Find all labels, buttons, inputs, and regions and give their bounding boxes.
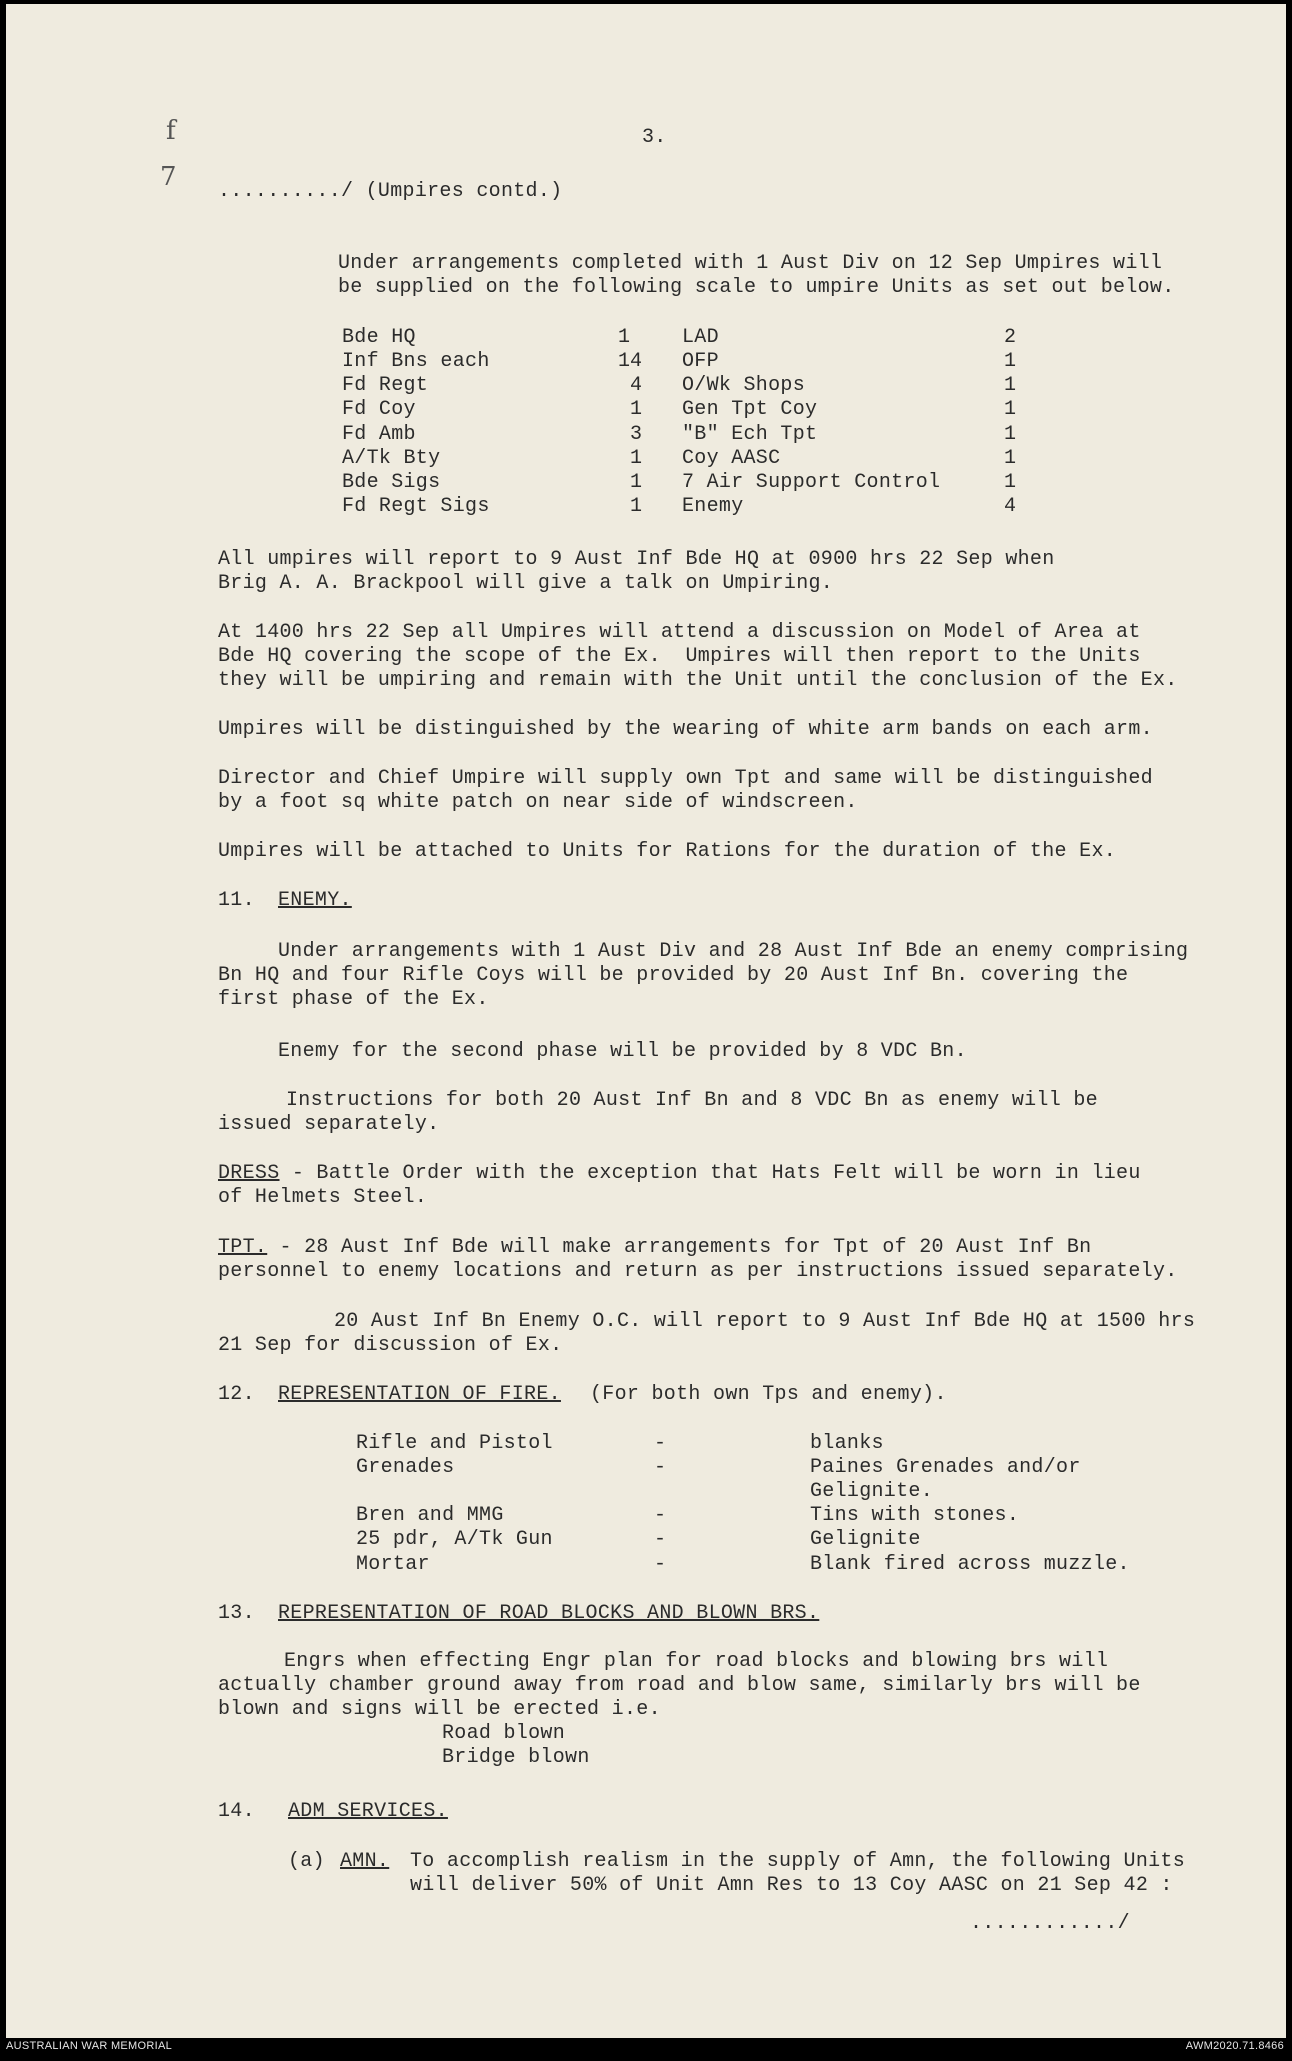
unit-name: Enemy — [682, 495, 744, 518]
method: Tins with stones. — [810, 1504, 1020, 1527]
unit-name: Gen Tpt Coy — [682, 398, 818, 421]
weapon: Bren and MMG — [356, 1504, 504, 1527]
unit-count: 1 — [630, 495, 643, 518]
method: Paines Grenades and/or — [810, 1456, 1081, 1479]
section-title: REPRESENTATION OF FIRE. — [278, 1383, 561, 1406]
paragraph-line: 21 Sep for discussion of Ex. — [218, 1334, 563, 1357]
method: Gelignite. — [810, 1480, 934, 1503]
section-number: 12. — [218, 1383, 255, 1406]
paragraph-line: At 1400 hrs 22 Sep all Umpires will attend a discussion on Model of Area at — [218, 621, 1141, 644]
unit-count: 1 — [1004, 447, 1017, 470]
paragraph-line: Under arrangements with 1 Aust Div and 28 Aust Inf Bde an enemy comprising — [278, 940, 1189, 963]
paragraph-line: of Helmets Steel. — [218, 1186, 428, 1209]
unit-count: 14 — [618, 350, 643, 373]
dress-text: - Battle Order with the exception that Hats Felt will be worn in lieu — [279, 1162, 1141, 1185]
paragraph-line: personnel to enemy locations and return as per instructions issued separately. — [218, 1260, 1178, 1283]
paragraph-line: 20 Aust Inf Bn Enemy O.C. will report to 9 Aust Inf Bde HQ at 1500 hrs — [334, 1310, 1196, 1333]
unit-name: Bde HQ — [342, 326, 416, 349]
paragraph-line: Bn HQ and four Rifle Coys will be provided by 20 Aust Inf Bn. covering the — [218, 964, 1129, 987]
subsection-title: AMN. — [340, 1850, 390, 1873]
section-title: ADM SERVICES. — [288, 1800, 448, 1823]
paragraph-line: actually chamber ground away from road and blow same, similarly brs will be — [218, 1674, 1141, 1697]
weapon: Rifle and Pistol — [356, 1432, 553, 1455]
unit-name: A/Tk Bty — [342, 447, 441, 470]
footer-left: AUSTRALIAN WAR MEMORIAL — [6, 2040, 173, 2052]
section-title: ENEMY. — [278, 889, 352, 912]
dress-line — [218, 1162, 1141, 1186]
unit-count: 2 — [1004, 326, 1017, 349]
weapon: Mortar — [356, 1553, 430, 1576]
unit-name: Bde Sigs — [342, 471, 441, 494]
paragraph-line: Enemy for the second phase will be provided by 8 VDC Bn. — [278, 1040, 967, 1063]
paragraph-line: will deliver 50% of Unit Amn Res to 13 Coy AASC on 21 Sep 42 : — [410, 1874, 1173, 1897]
unit-count: 1 — [1004, 374, 1017, 397]
unit-count: 3 — [630, 423, 643, 446]
paragraph-line: issued separately. — [218, 1113, 440, 1136]
unit-name: Inf Bns each — [342, 350, 490, 373]
unit-count: 1 — [630, 447, 643, 470]
paragraph-line: All umpires will report to 9 Aust Inf Bde HQ at 0900 hrs 22 Sep when — [218, 548, 1055, 571]
section-number: 11. — [218, 889, 255, 912]
unit-count: 4 — [1004, 495, 1017, 518]
paragraph-line: To accomplish realism in the supply of Amn, the following Units — [410, 1850, 1186, 1873]
tpt-label: TPT. — [218, 1236, 268, 1259]
paragraph-line: Umpires will be attached to Units for Rations for the duration of the Ex. — [218, 840, 1117, 863]
unit-name: 7 Air Support Control — [682, 471, 941, 494]
dash: - — [654, 1432, 667, 1455]
unit-count: 1 — [618, 326, 631, 349]
paragraph-line: Instructions for both 20 Aust Inf Bn and 8 VDC Bn as enemy will be — [286, 1089, 1098, 1112]
sign-text: Road blown — [442, 1722, 566, 1745]
unit-count: 1 — [1004, 423, 1017, 446]
unit-count: 1 — [630, 398, 643, 421]
method: Blank fired across muzzle. — [810, 1553, 1130, 1576]
method: Gelignite — [810, 1528, 921, 1551]
unit-name: Fd Coy — [342, 398, 416, 421]
paragraph-line: they will be umpiring and remain with the Unit until the conclusion of the Ex. — [218, 669, 1178, 692]
dash: - — [654, 1528, 667, 1551]
tpt-text: - 28 Aust Inf Bde will make arrangements for Tpt of 20 Aust Inf Bn — [267, 1236, 1092, 1259]
unit-name: O/Wk Shops — [682, 374, 806, 397]
paragraph-line: Director and Chief Umpire will supply own Tpt and same will be distinguished — [218, 767, 1153, 790]
section-number: 14. — [218, 1800, 255, 1823]
unit-count: 4 — [630, 374, 643, 397]
unit-name: Coy AASC — [682, 447, 781, 470]
paragraph-line: Brig A. A. Brackpool will give a talk on Umpiring. — [218, 572, 834, 595]
dash: - — [654, 1553, 667, 1576]
unit-count: 1 — [1004, 471, 1017, 494]
unit-name: "B" Ech Tpt — [682, 423, 818, 446]
unit-count: 1 — [1004, 350, 1017, 373]
continuation-marker: ............/ — [970, 1912, 1130, 1935]
section-title: REPRESENTATION OF ROAD BLOCKS AND BLOWN BRS. — [278, 1602, 820, 1625]
dash: - — [654, 1456, 667, 1479]
dress-label: DRESS — [218, 1162, 280, 1185]
weapon: 25 pdr, A/Tk Gun — [356, 1528, 553, 1551]
margin-mark: f — [166, 116, 176, 146]
sign-text: Bridge blown — [442, 1746, 590, 1769]
margin-mark: 7 — [160, 162, 177, 192]
intro-line: Under arrangements completed with 1 Aust Div on 12 Sep Umpires will — [338, 252, 1163, 275]
paragraph-line: first phase of the Ex. — [218, 988, 489, 1011]
unit-name: OFP — [682, 350, 719, 373]
unit-count: 1 — [1004, 398, 1017, 421]
continuation-header: ........../ (Umpires contd.) — [218, 180, 563, 203]
dash: - — [654, 1504, 667, 1527]
paragraph-line: blown and signs will be erected i.e. — [218, 1698, 661, 1721]
tpt-line — [218, 1236, 1091, 1260]
unit-name: Fd Regt — [342, 374, 429, 397]
paragraph-line: by a foot sq white patch on near side of windscreen. — [218, 791, 858, 814]
footer-right: AWM2020.71.8466 — [1185, 2040, 1284, 2052]
unit-count: 1 — [630, 471, 643, 494]
page-number: 3. — [642, 126, 667, 149]
unit-name: Fd Amb — [342, 423, 416, 446]
method: blanks — [810, 1432, 884, 1455]
subsection-label: (a) — [288, 1850, 325, 1873]
paragraph-line: Bde HQ covering the scope of the Ex. Umpires will then report to the Units — [218, 645, 1141, 668]
section-note: (For both own Tps and enemy). — [590, 1383, 947, 1406]
weapon: Grenades — [356, 1456, 455, 1479]
document-page — [6, 4, 1286, 2038]
section-number: 13. — [218, 1602, 255, 1625]
paragraph-line: Umpires will be distinguished by the wearing of white arm bands on each arm. — [218, 718, 1153, 741]
intro-line: be supplied on the following scale to umpire Units as set out below. — [338, 276, 1175, 299]
paragraph-line: Engrs when effecting Engr plan for road blocks and blowing brs will — [284, 1650, 1109, 1673]
unit-name: LAD — [682, 326, 719, 349]
unit-name: Fd Regt Sigs — [342, 495, 490, 518]
